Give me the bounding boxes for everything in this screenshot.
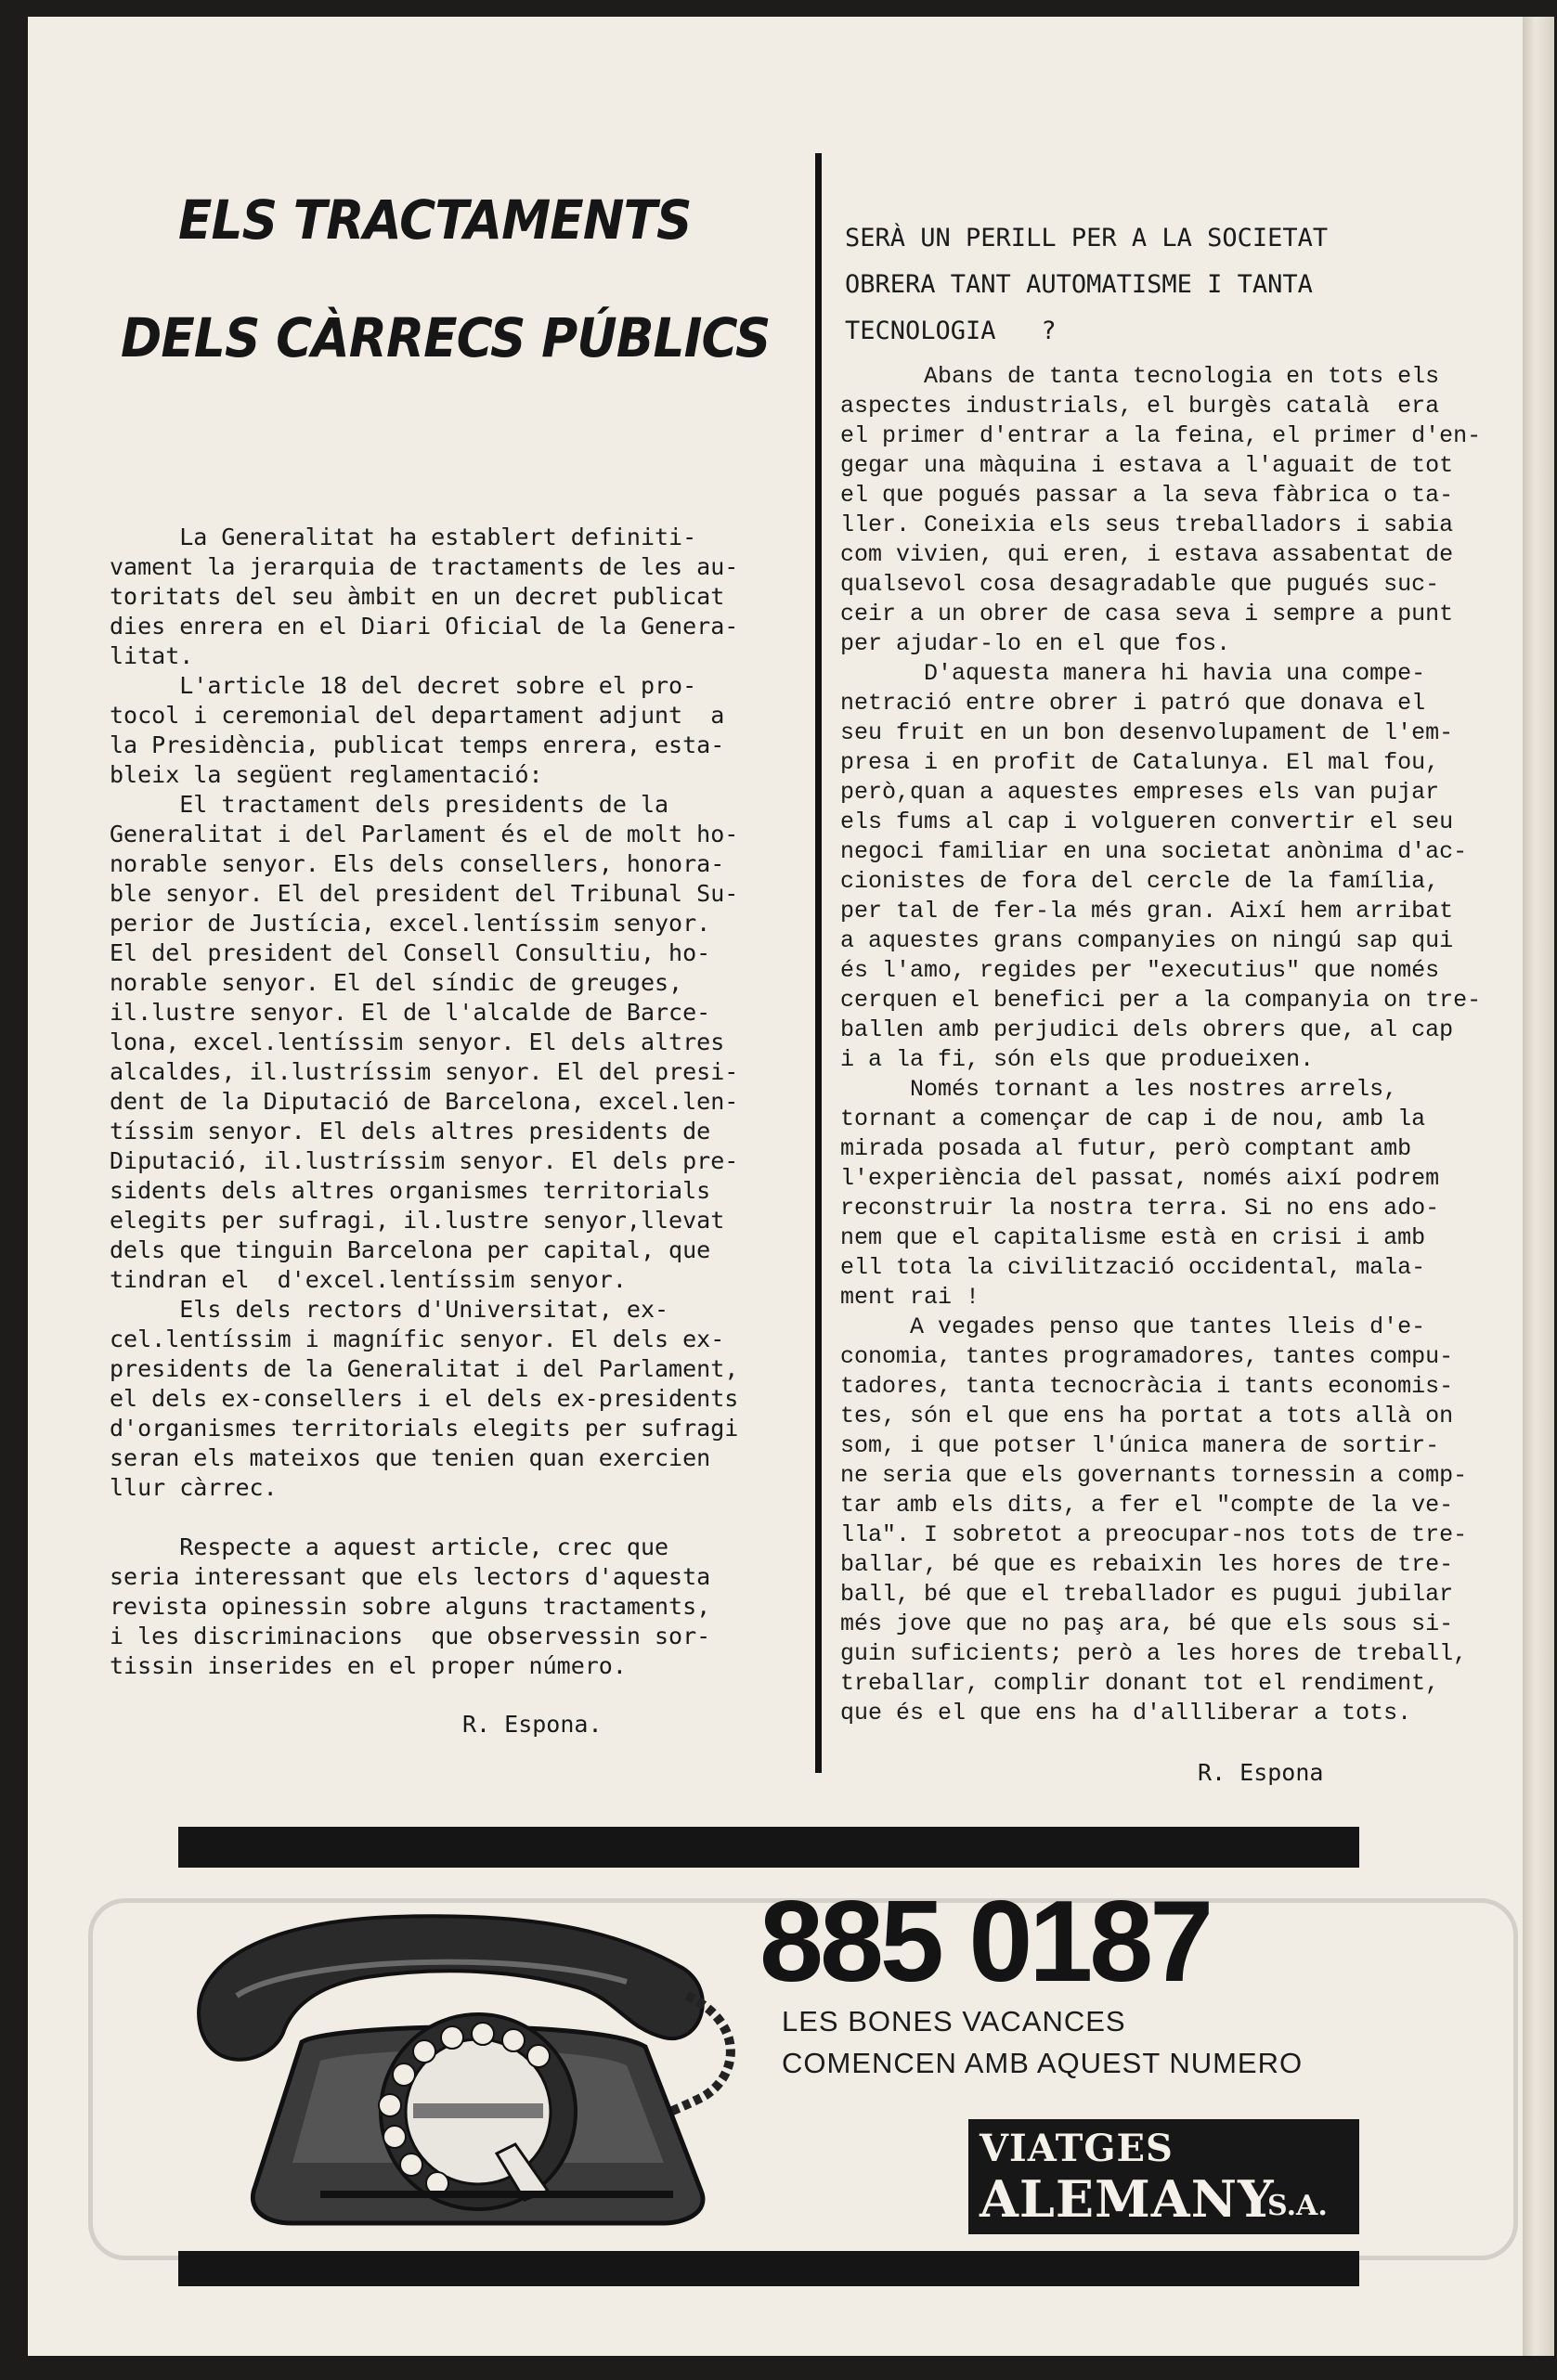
page-edge	[1523, 17, 1554, 2356]
left-article-title-line1: ELS TRACTAMENTS	[178, 188, 692, 252]
logo-line1: VIATGES	[980, 2127, 1174, 2170]
ad-company-logo	[968, 2119, 1359, 2234]
ad-slogan-line1: LES BONES VACANCES	[782, 2005, 1126, 2037]
logo-suffix: S.A.	[1267, 2190, 1328, 2222]
ad-phone-number: 885 0187	[759, 1878, 1211, 2006]
telephone-icon	[181, 1884, 785, 2228]
ad-slogan-line2: COMENCEN AMB AQUEST NUMERO	[782, 2047, 1304, 2079]
column-divider	[815, 153, 822, 1773]
right-article-signature: R. Espona	[1198, 1759, 1324, 1786]
logo-line2: ALEMANY	[980, 2169, 1275, 2229]
left-article-body: La Generalitat ha establert definiti- vament la jerarquia de tractaments de les au- toritats del seu àmbit en un decret publicat dies enrera en el Diari Oficial de la Genera- litat. L'article 18 del decret sobre el pro- tocol i ceremonial del departament adjunt a la Presidència, publicat temps enrera, esta- bleix la següent reglamentació: El tractament dels presidents de la Generalitat i del Parlament és el de molt ho- norable senyor. Els dels consellers, honora- ble senyor. El del president del Tribunal Su- perior de Justícia, excel.lentíssim senyor. El del president del Consell Consultiu, ho- norable senyor. El del síndic de greuges, il.lustre senyor. El de l'alcalde de Barce- lona, excel.lentíssim senyor. El dels altres alcaldes, il.lustríssim senyor. El del presi- dent de la Diputació de Barcelona, excel.len- tíssim senyor. El dels altres presidents de Diputació, il.lustríssim senyor. El dels pre- sidents dels altres organismes territorials elegits per sufragi, il.lustre senyor,llevat dels que tinguin Barcelona per capital, que tindran el d'excel.lentíssim senyor. Els dels rectors d'Universitat, ex- cel.lentíssim i magnífic senyor. El dels ex- presidents de la Generalitat i del Parlament, el dels ex-consellers i el dels ex-presidents d'organismes territorials elegits per sufragi seran els mateixos que tenien quan exercien llur càrrec. Respecte a aquest article, crec que seria interessant que els lectors d'aquesta revista opinessin sobre alguns tractaments, i les discriminacions que observessin sor- tissin inserides en el proper número.	[110, 524, 739, 1679]
left-article-signature: R. Espona.	[462, 1711, 603, 1738]
ad-bottom-bar	[178, 2251, 1359, 2286]
left-article-title-line2: DELS CÀRRECS PÚBLICS	[121, 306, 771, 369]
right-article-body: Abans de tanta tecnologia en tots els aspectes industrials, el burgès català era el primer d'entrar a la feina, el primer d'en- gegar una màquina i estava a l'aguait de tot el que pogués passar a la seva fàbrica o ta- ller. Coneixia els seus treballadors i sabia com vivien, qui eren, i estava assabentat de qualsevol cosa desagradable que pugués suc- ceir a un obrer de casa seva i sempre a punt per ajudar-lo en el que fos. D'aquesta manera hi havia una compe- netració entre obrer i patró que donava el seu fruit en un bon desenvolupament de l'em- presa i en profit de Catalunya. El mal fou, però,quan a aquestes empreses els van pujar els fums al cap i volgueren convertir el seu negoci familiar en una societat anònima d'ac- cionistes de fora del cercle de la família, per tal de fer-la més gran. Així hem arribat a aquestes grans companyies on ningú sap qui és l'amo, regides per "executius" que només cerquen el benefici per a la companyia on tre- ballen amb perjudici dels obrers que, al cap i a la fi, són els que produeixen. Només tornant a les nostres arrels, tornant a començar de cap i de nou, amb la mirada posada al futur, però comptant amb l'experiència del passat, només així podrem reconstruir la nostra terra. Si no ens ado- nem que el capitalisme està en crisi i amb ell tota la civilització occidental, mala- ment rai ! A vegades penso que tantes lleis d'e- conomia, tantes programadores, tantes compu- tadores, tanta tecnocràcia i tants economis- tes, són el que ens ha portat a tots allà on som, i que potser l'única manera de sortir- ne seria que els governants tornessin a comp- tar amb els dits, a fer el "compte de la ve- lla". I sobretot a preocupar-nos tots de tre- ballar, bé que es rebaixin les hores de tre- ball, bé que el treballador es pugui jubilar més jove que no paş ara, bé que els sous si- guin suficients; però a les hores de treball, treballar, complir donant tot el rendiment, que és el que ens ha d'allliberar a tots.	[840, 363, 1482, 1727]
ad-top-bar	[178, 1827, 1359, 1868]
right-article-heading: SERÀ UN PERILL PER A LA SOCIETAT OBRERA TANT AUTOMATISME I TANTA TECNOLOGIA ?	[845, 224, 1329, 345]
